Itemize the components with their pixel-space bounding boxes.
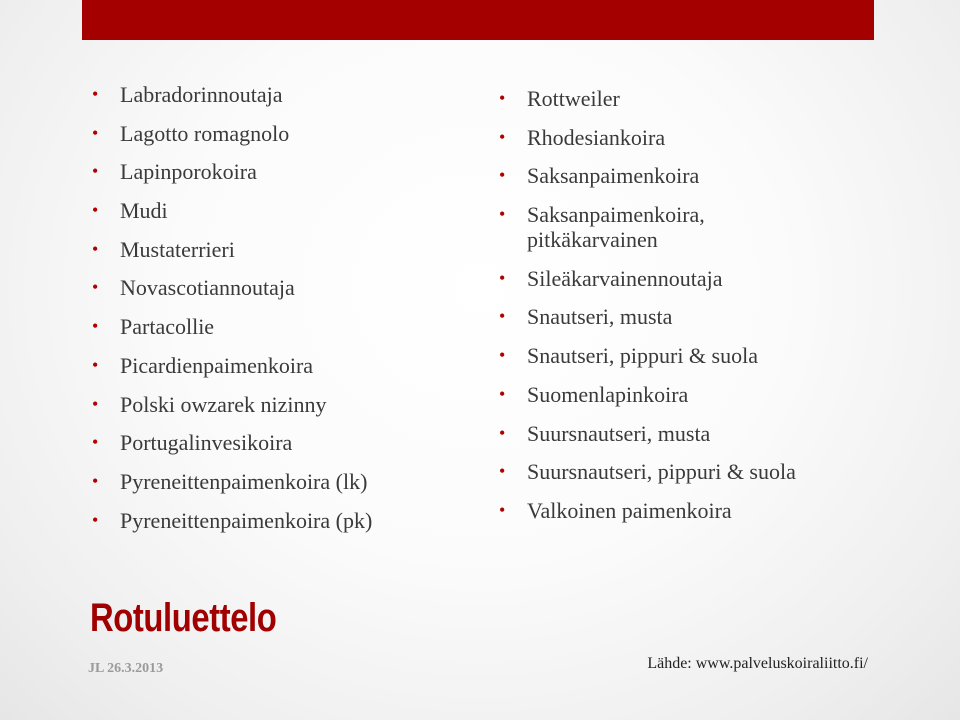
list-item-label: Lagotto romagnolo	[120, 120, 290, 146]
list-item	[497, 421, 897, 446]
list-item	[90, 82, 480, 107]
left-breed-list	[90, 82, 480, 546]
list-item-label: Portugalinvesikoira	[120, 430, 293, 456]
bullet-icon: •	[92, 432, 99, 453]
list-item-label: Valkoinen paimenkoira	[527, 497, 732, 523]
bullet-icon: •	[499, 422, 506, 443]
list-item-label: Suursnautseri, musta	[527, 420, 711, 446]
list-item	[90, 353, 480, 378]
list-item	[497, 382, 897, 407]
bullet-icon: •	[499, 499, 506, 520]
list-item	[497, 125, 897, 150]
header-accent-bar	[82, 0, 874, 40]
bullet-icon: •	[92, 393, 99, 414]
list-item	[497, 459, 897, 484]
list-item-label: Labradorinnoutaja	[120, 82, 283, 107]
list-item	[90, 430, 480, 455]
footer-date: JL 26.3.2013	[88, 661, 164, 676]
list-item-label: Polski owzarek nizinny	[120, 391, 327, 417]
list-item	[497, 304, 897, 329]
list-item	[90, 314, 480, 339]
list-item-label: Novascotiannoutaja	[120, 275, 295, 301]
list-item	[497, 202, 897, 252]
list-item	[497, 163, 897, 188]
list-item-label: Pyreneittenpaimenkoira (lk)	[120, 468, 368, 494]
bullet-icon: •	[499, 267, 506, 288]
list-item-label: Mudi	[120, 198, 168, 224]
bullet-icon: •	[499, 383, 506, 404]
bullet-icon: •	[499, 461, 506, 482]
bullet-icon: •	[92, 470, 99, 491]
list-item-label: Pyreneittenpaimenkoira (pk)	[120, 507, 373, 533]
list-item-label: Saksanpaimenkoira	[527, 163, 700, 189]
bullet-icon: •	[499, 204, 506, 225]
bullet-icon: •	[92, 316, 99, 337]
bullet-icon: •	[92, 161, 99, 182]
list-item	[497, 86, 897, 111]
bullet-icon: •	[499, 165, 506, 186]
list-item-label: Rhodesiankoira	[527, 124, 666, 150]
bullet-icon: •	[92, 84, 99, 104]
list-item	[90, 392, 480, 417]
bullet-icon: •	[499, 88, 506, 108]
list-item	[497, 343, 897, 368]
bullet-icon: •	[92, 200, 99, 221]
list-item-label: Mustaterrieri	[120, 236, 235, 262]
bullet-icon: •	[92, 238, 99, 259]
bullet-icon: •	[92, 277, 99, 298]
bullet-icon: •	[499, 126, 506, 147]
list-item	[90, 159, 480, 184]
footer-source: Lähde: www.palveluskoiraliitto.fi/	[647, 655, 868, 672]
list-item-label: Snautseri, pippuri & suola	[527, 343, 758, 369]
bullet-icon: •	[92, 509, 99, 530]
bullet-icon: •	[92, 122, 99, 143]
list-item-label: Rottweiler	[527, 86, 620, 111]
bullet-icon: •	[499, 345, 506, 366]
list-item	[497, 498, 897, 523]
list-item-label: Sileäkarvainennoutaja	[527, 265, 723, 291]
list-item	[497, 266, 897, 291]
slide-title: Rotuluettelo	[90, 596, 277, 640]
list-item-label: Lapinporokoira	[120, 159, 257, 185]
list-item	[90, 237, 480, 262]
bullet-icon: •	[92, 354, 99, 375]
list-item	[90, 469, 480, 494]
list-item-label: Suursnautseri, pippuri & suola	[527, 459, 796, 485]
list-item-label: Partacollie	[120, 314, 215, 340]
list-item-label: Picardienpaimenkoira	[120, 352, 314, 378]
bullet-icon: •	[499, 306, 506, 327]
list-item-label: Saksanpaimenkoira, pitkäkarvainen	[527, 202, 705, 253]
right-breed-list	[497, 86, 897, 537]
list-item-label: Suomenlapinkoira	[527, 381, 689, 407]
list-item	[90, 275, 480, 300]
list-item	[90, 508, 480, 533]
list-item	[90, 121, 480, 146]
list-item	[90, 198, 480, 223]
list-item-label: Snautseri, musta	[527, 304, 673, 330]
